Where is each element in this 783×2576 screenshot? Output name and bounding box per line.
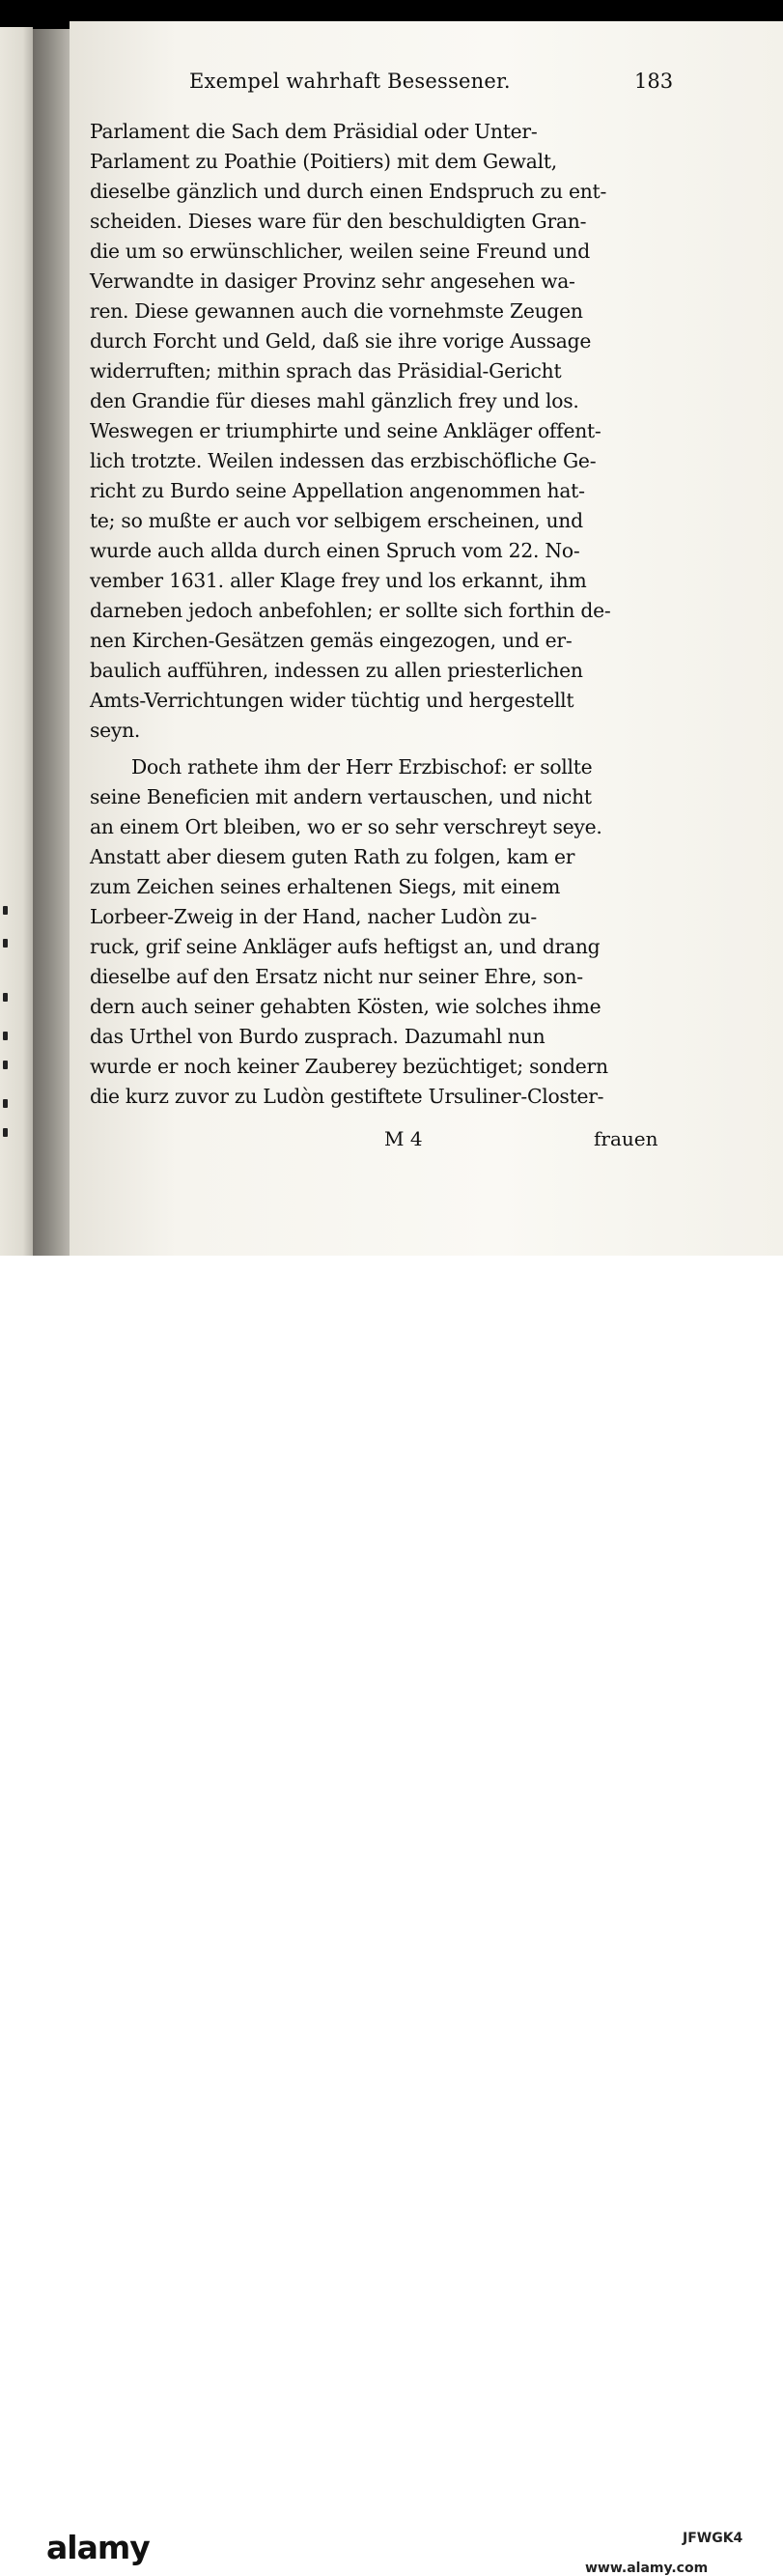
text-line: Verwandte in dasiger Provinz sehr angesehen wa- [90, 269, 575, 293]
text-line: ren. Diese gewannen auch die vornehmste Zeugen [90, 299, 583, 323]
text-line: Parlament die Sach dem Präsidial oder Unter- [90, 120, 538, 143]
text-line: dieselbe auf den Ersatz nicht nur seiner Ehre, son- [90, 965, 583, 988]
text-line: ruck, grif seine Ankläger aufs heftigst an, und drang [90, 935, 601, 958]
text-line: wurde er noch keiner Zauberey bezüchtiget; sondern [90, 1055, 608, 1078]
text-line: dieselbe gänzlich und durch einen Endspruch zu ent- [90, 180, 607, 203]
watermark-url: www.alamy.com [585, 2561, 709, 2576]
text-line: richt zu Burdo seine Appellation angenommen hat- [90, 479, 585, 502]
text-line: seine Beneficien mit andern vertauschen, und nicht [90, 785, 592, 808]
text-line: Weswegen er triumphirte und seine Ankläger offent- [90, 419, 601, 442]
book-gutter [33, 29, 70, 1256]
text-line: scheiden. Dieses ware für den beschuldigten Gran- [90, 210, 587, 233]
ink-mark [3, 993, 8, 1002]
text-line: lich trotzte. Weilen indessen das erzbischöfliche Ge- [90, 449, 597, 472]
ink-mark [3, 939, 8, 948]
text-line: das Urthel von Burdo zusprach. Dazumahl nun [90, 1025, 545, 1048]
text-line: vember 1631. aller Klage frey und los erkannt, ihm [90, 569, 587, 592]
text-line: te; so mußte er auch vor selbigem erscheinen, und [90, 509, 583, 532]
text-line: die um so erwünschlicher, weilen seine Freund und [90, 240, 590, 263]
text-line: Parlament zu Poathie (Poitiers) mit dem Gewalt, [90, 150, 557, 173]
catchword: frauen [594, 1127, 658, 1150]
text-line: darneben jedoch anbefohlen; er sollte sich forthin de- [90, 599, 611, 622]
text-line: an einem Ort bleiben, wo er so sehr verschreyt seye. [90, 815, 602, 838]
text-line: Anstatt aber diesem guten Rath zu folgen, kam er [90, 845, 575, 868]
text-line: dern auch seiner gehabten Kösten, wie solches ihme [90, 995, 601, 1018]
watermark-logo: alamy [46, 2529, 150, 2566]
text-line: seyn. [90, 719, 141, 742]
scan-edge [0, 0, 783, 19]
text-line: die kurz zuvor zu Ludòn gestiftete Ursuliner-Closter- [90, 1085, 604, 1108]
signature-mark: M 4 [384, 1127, 423, 1150]
ink-mark [3, 906, 8, 915]
text-line: wurde auch allda durch einen Spruch vom 22. No- [90, 539, 580, 562]
text-line: Amts-Verrichtungen wider tüchtig und hergestellt [90, 689, 574, 712]
text-line: widerruften; mithin sprach das Präsidial-Gericht [90, 359, 562, 382]
text-line: den Grandie für dieses mahl gänzlich frey und los. [90, 389, 579, 412]
ink-mark [3, 1032, 8, 1040]
text-line: baulich aufführen, indessen zu allen priesterlichen [90, 659, 583, 682]
text-line: zum Zeichen seines erhaltenen Siegs, mit einem [90, 875, 561, 898]
text-line: nen Kirchen-Gesätzen gemäs eingezogen, und er- [90, 629, 573, 652]
text-line: Doch rathete ihm der Herr Erzbischof: er sollte [131, 755, 593, 778]
ink-mark [3, 1128, 8, 1137]
image-id: JFWGK4 [683, 2531, 743, 2546]
facing-page-edge [0, 27, 33, 1256]
ink-mark [3, 1099, 8, 1108]
running-head: Exempel wahrhaft Besessener. [189, 70, 511, 93]
text-line: Lorbeer-Zweig in der Hand, nacher Ludòn zu- [90, 905, 537, 928]
ink-mark [3, 1061, 8, 1069]
watermark-bar [0, 1256, 783, 2576]
text-line: durch Forcht und Geld, daß sie ihre vorige Aussage [90, 329, 592, 353]
page-number: 183 [634, 70, 674, 93]
